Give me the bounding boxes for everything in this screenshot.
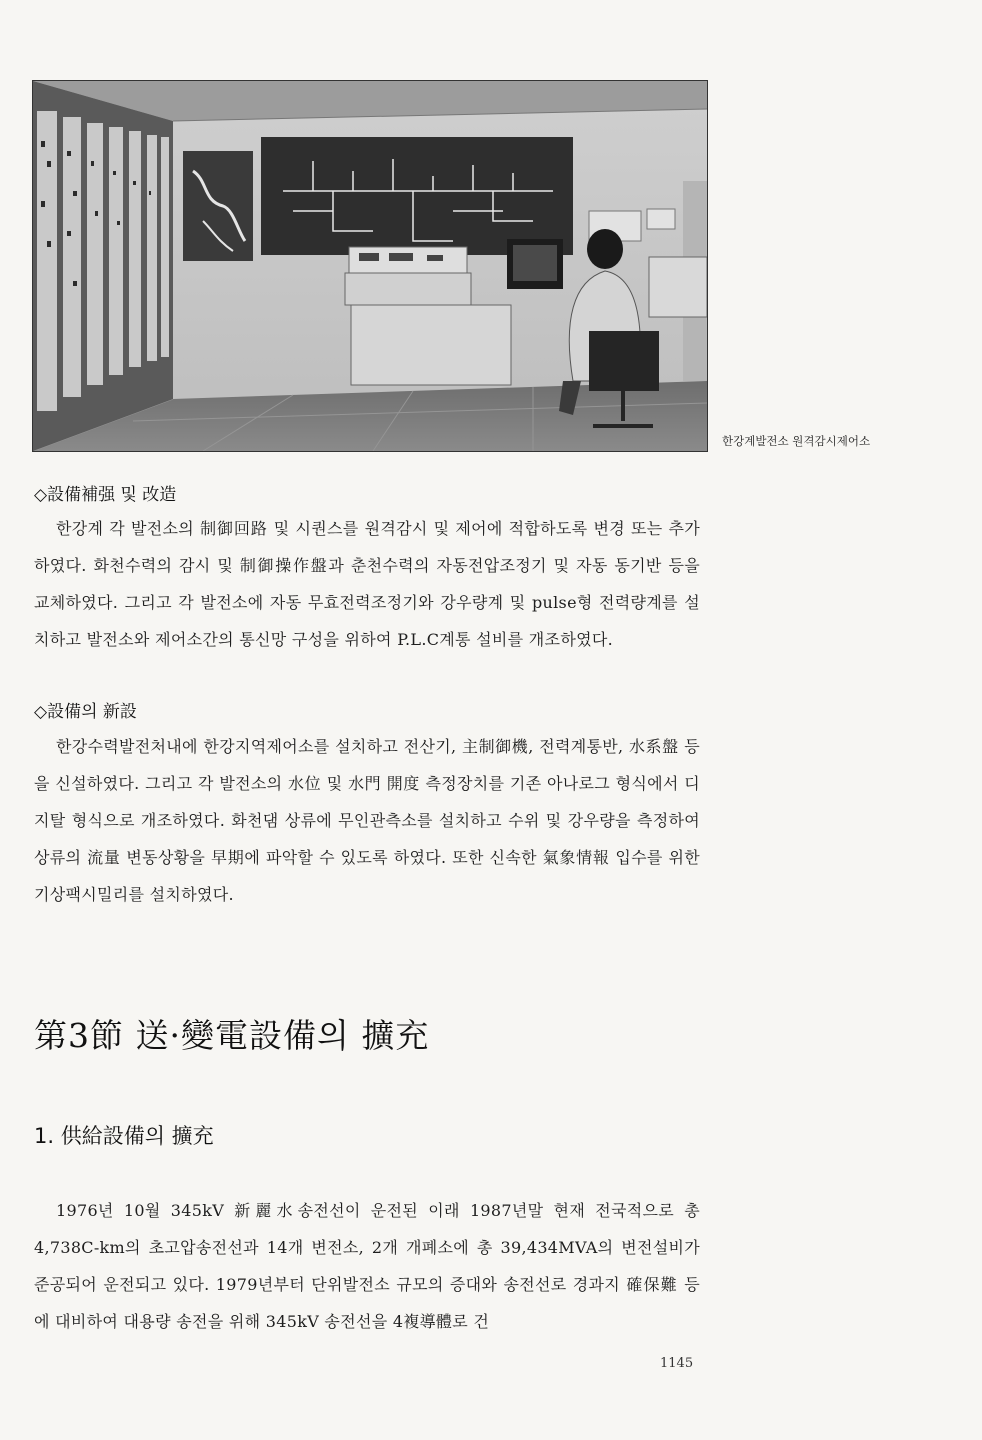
section-heading-improvement: ◇設備補强 및 改造 bbox=[34, 485, 177, 505]
subsection-title: 1. 供給設備의 擴充 bbox=[34, 1124, 214, 1148]
paragraph-improvement: 한강계 각 발전소의 制御回路 및 시퀀스를 원격감시 및 제어에 적합하도록 변경 또는 추가하였다. 화천수력의 감시 및 制御操作盤과 춘천수력의 자동전압조정기 및 자동 동기반 등을 교체하였다. 그리고 각 발전소에 자동 무효전력조정기와 강우량계 및 pulse형 전력량계를 설치하고 발전소와 제어소간의 통신망 구성을 위하여 P.L.C계통 설비를 개조하였다. bbox=[34, 519, 700, 649]
paragraph-body: 1976년 10월 345kV 新麗水송전선이 운전된 이래 1987년말 현재 전국적으로 총 4,738C-km의 초고압송전선과 14개 변전소, 2개 개폐소에 총 39,434MVA의 변전설비가 준공되어 운전되고 있다. 1979년부터 단위발전소 규모의 증대와 송전선로 경과지 確保難 등에 대비하여 대용량 송전을 위해 345kV 송전선을 4複導體로 건 bbox=[34, 1201, 700, 1331]
section-heading-new-facilities: ◇設備의 新設 bbox=[34, 702, 137, 722]
section-title: 第3節 送·變電設備의 擴充 bbox=[34, 1016, 430, 1055]
control-room-photo bbox=[32, 80, 708, 452]
paragraph-new-facilities: 한강수력발전처내에 한강지역제어소를 설치하고 전산기, 主制御機, 전력계통반, 水系盤 등을 신설하였다. 그리고 각 발전소의 水位 및 水門 開度 측정장치를 기존 아나로그 형식에서 디지탈 형식으로 개조하였다. 화천댐 상류에 무인관측소를 설치하고 수위 및 강우량을 측정하여 상류의 流量 변동상황을 早期에 파악할 수 있도록 하였다. 또한 신속한 氣象情報 입수를 위한 기상팩시밀리를 설치하였다. bbox=[34, 737, 700, 904]
page-number: 1145 bbox=[660, 1356, 694, 1371]
photo-caption: 한강계발전소 원격감시제어소 bbox=[722, 434, 871, 448]
